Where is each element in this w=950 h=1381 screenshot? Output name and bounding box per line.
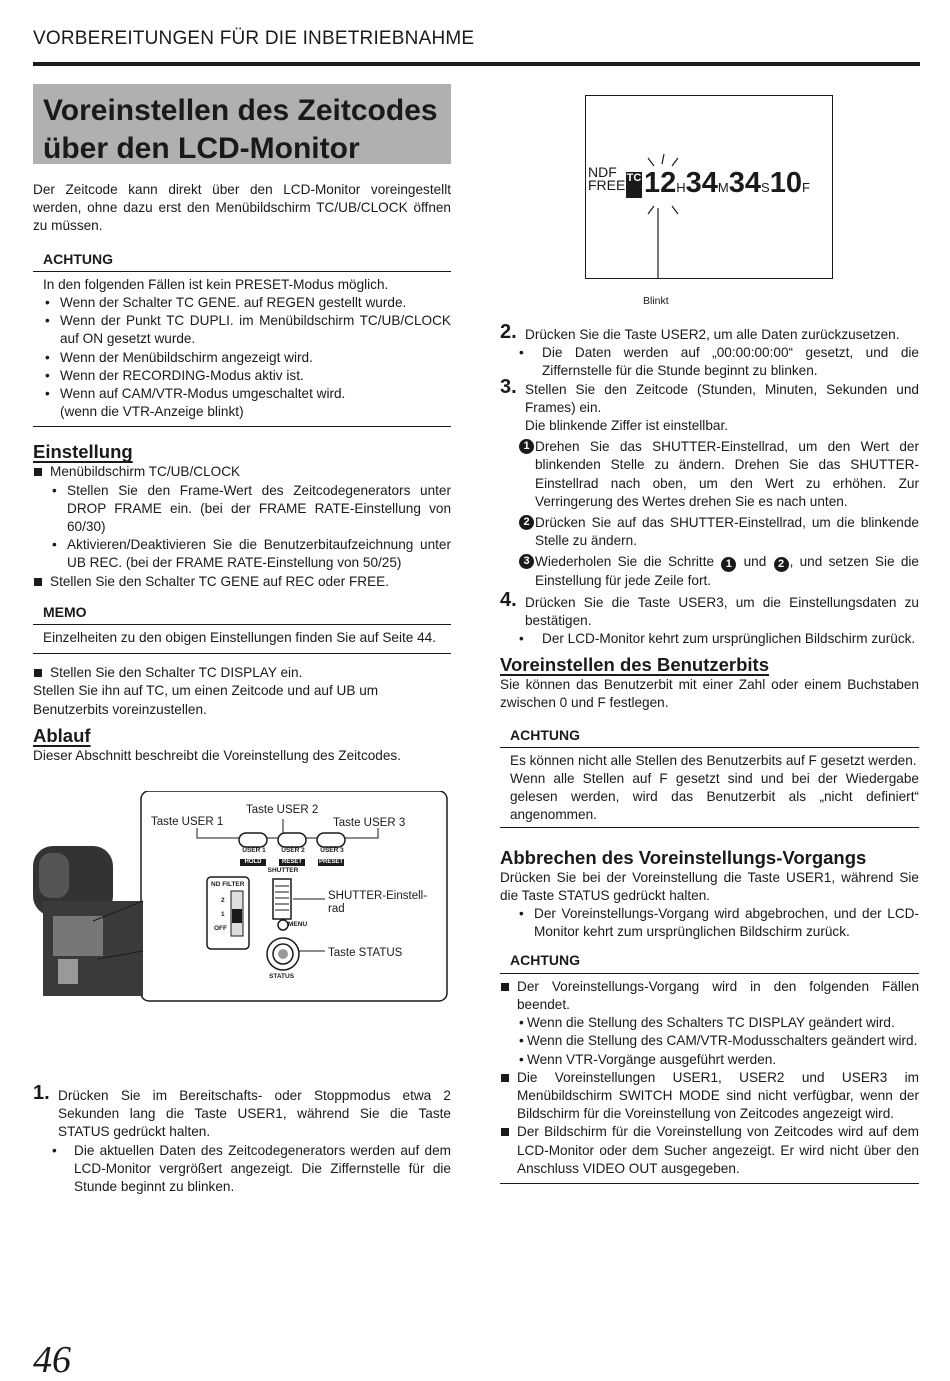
einstellung-item: Menübildschirm TC/UB/CLOCK xyxy=(33,463,451,481)
achtung-label: ACHTUNG xyxy=(510,952,580,969)
status-button-callout: Taste STATUS xyxy=(328,947,403,960)
achtung2-text1: Es können nicht alle Stellen des Benutzerbits auf F gesetzt werden. xyxy=(510,752,917,768)
label-user3: Taste USER 3 xyxy=(333,817,406,830)
section-title-box xyxy=(33,84,451,164)
abbrechen-bullet: • Der Voreinstellungs-Vorgang wird abgebrochen, und der LCD-Monitor kehrt zum ursprünglichen Bildschirm zurück. xyxy=(500,905,919,941)
intro-text: Der Zeitcode kann direkt über den LCD-Monitor voreingestellt werden, ohne dazu erst den Menübildschirm TC/UB/CLOCK öffnen zu müssen. xyxy=(33,182,451,234)
lcd-hours: 12 xyxy=(644,167,677,199)
achtung-note-1 xyxy=(33,250,451,428)
preset-label: PRESET xyxy=(318,859,343,866)
camera-controls-figure xyxy=(33,791,451,1003)
abbrechen-heading: Abbrechen des Voreinstellungs-Vorgangs xyxy=(500,846,867,868)
achtung-label: ACHTUNG xyxy=(510,726,580,743)
lcd-seconds: 34 xyxy=(728,167,762,199)
achtung-item: • Wenn der Punkt TC DUPLI. im Menübildschirm TC/UB/CLOCK auf ON gesetzt wurde. xyxy=(43,312,451,348)
nd-2-label: 2 xyxy=(221,897,225,905)
header-rule xyxy=(33,62,920,66)
step-3-item-2: 2 Drücken Sie auf das SHUTTER-Einstellrad, um die blinkende Stelle zu ändern. xyxy=(500,514,919,550)
circled-number: 1 xyxy=(519,439,534,454)
page-number: 46 xyxy=(33,1339,71,1381)
step-2-bullet: • Die Daten werden auf „00:00:00:00“ gesetzt, und die Ziffernstelle für die Stunde beginnt zu blinken. xyxy=(500,344,919,380)
ub-heading: Voreinstellen des Benutzerbits xyxy=(500,654,769,676)
achtung-item: • Wenn der RECORDING-Modus aktiv ist. xyxy=(43,367,451,385)
label-user2: Taste USER 2 xyxy=(246,804,319,817)
achtung3-item: Der Voreinstellungs-Vorgang wird in den folgenden Fällen beendet. xyxy=(500,978,919,1014)
lcd-frames: 10 xyxy=(769,167,802,199)
step-text: Stellen Sie den Zeitcode (Stunden, Minuten, Sekunden und Frames) ein. xyxy=(525,381,919,415)
section-title-line1: Voreinstellen des Zeitcodes xyxy=(43,94,438,127)
step-number: 2. xyxy=(500,321,517,343)
einstellung-subitem: • Stellen Sie den Frame-Wert des Zeitcodegenerators unter DROP FRAME ein. (bei der FRAME RATE-Einstellung von 60/30) xyxy=(33,482,451,537)
step-text: Drücken Sie die Taste USER3, um die Einstellungsdaten zu bestätigen. xyxy=(525,594,919,628)
lcd-ndf: NDF xyxy=(588,164,617,180)
lcd-timecode: 12H34M34S10F xyxy=(644,167,810,199)
step-3 xyxy=(500,375,919,417)
achtung-lead: In den folgenden Fällen ist kein PRESET-Modus möglich. xyxy=(43,276,389,292)
step-text: Drücken Sie im Bereitschafts- oder Stoppmodus etwa 2 Sekunden lang die Taste USER1, während Sie die Taste STATUS gedrückt halten. xyxy=(58,1088,451,1140)
nd-filter-label: ND FILTER xyxy=(211,881,245,889)
step-4 xyxy=(500,588,919,630)
memo-text: Einzelheiten zu den obigen Einstellungen finden Sie auf Seite 44. xyxy=(43,630,436,646)
section-title-line2: über den LCD-Monitor xyxy=(43,132,360,165)
einstellung-heading: Einstellung xyxy=(33,441,133,463)
achtung-label: ACHTUNG xyxy=(43,250,113,267)
step-2 xyxy=(500,321,919,344)
step-3-text2: Die blinkende Ziffer ist einstellbar. xyxy=(525,418,729,434)
user1-button-label: USER 1 xyxy=(242,847,266,855)
lcd-free: FREE xyxy=(588,177,626,193)
achtung-item: • Wenn auf CAM/VTR-Modus umgeschaltet wird. (wenn die VTR-Anzeige blinkt) xyxy=(43,385,451,421)
tc-display-item: Stellen Sie den Schalter TC DISPLAY ein. xyxy=(33,664,451,682)
user3-button-label: USER 3 xyxy=(320,847,344,855)
lcd-monitor-figure xyxy=(585,95,833,279)
shutter-label: SHUTTER xyxy=(267,867,299,875)
achtung3-item: Der Bildschirm für die Voreinstellung von Zeitcodes wird auf dem LCD-Monitor oder dem Sucher angezeigt. Er wird nicht über den Anschluss VIDEO OUT ausgegeben. xyxy=(500,1123,919,1178)
memo-note xyxy=(33,603,451,654)
step-3-item-3: 3 Wiederholen Sie die Schritte 1 und 2 , und setzen Sie die Einstellung für jede Zeile fort. xyxy=(500,553,919,590)
left-column xyxy=(33,84,451,1196)
achtung2-text2: Wenn alle Stellen auf F gesetzt sind und bei der Wiedergabe gelesen werden, wird das Benutzerbit als „nicht definiert“ angenommen. xyxy=(510,771,919,823)
step-number: 3. xyxy=(500,375,517,398)
nd-off-label: OFF xyxy=(214,925,227,933)
step-1-bullet: • Die aktuellen Daten des Zeitcodegenerators werden auf dem LCD-Monitor vergrößert angezeigt. Die Ziffernstelle für die Stunde beginnt zu blinken. xyxy=(33,1142,451,1197)
achtung3-subitem: • Wenn die Stellung des Schalters TC DISPLAY geändert wird. xyxy=(500,1014,919,1032)
hold-label: HOLD xyxy=(244,859,262,866)
einstellung-item: Stellen Sie den Schalter TC GENE auf REC oder FREE. xyxy=(33,573,451,591)
ablauf-text: Dieser Abschnitt beschreibt die Voreinstellung des Zeitcodes. xyxy=(33,747,401,763)
ub-text: Sie können das Benutzerbit mit einer Zahl oder einem Buchstaben zwischen 0 und F festlegen. xyxy=(500,677,919,711)
lcd-tc-badge: TC xyxy=(626,172,642,198)
lcd-minutes: 34 xyxy=(685,167,718,199)
achtung-item: • Wenn der Schalter TC GENE. auf REGEN gestellt wurde. xyxy=(43,294,451,312)
step-number: 1. xyxy=(33,1082,50,1105)
ablauf-heading: Ablauf xyxy=(33,724,91,746)
achtung3-subitem: • Wenn die Stellung des CAM/VTR-Modusschalters geändert wird. xyxy=(500,1032,919,1050)
circled-number: 3 xyxy=(519,554,534,569)
step-text: Drücken Sie die Taste USER2, um alle Daten zurückzusetzen. xyxy=(525,327,900,342)
circled-number: 2 xyxy=(519,515,534,530)
status-label: STATUS xyxy=(269,973,295,981)
menu-label: MENU xyxy=(288,921,308,929)
blinkt-label: Blinkt xyxy=(643,295,669,307)
shutter-dial-callout: SHUTTER-Einstell- rad xyxy=(328,890,428,916)
abbrechen-text: Drücken Sie bei der Voreinstellung die Taste USER1, während Sie die Taste STATUS gedrückt halten. xyxy=(500,869,919,903)
nd-1-label: 1 xyxy=(221,911,225,919)
step-1 xyxy=(33,1082,451,1142)
achtung-note-2 xyxy=(500,726,919,828)
step-number: 4. xyxy=(500,588,517,611)
achtung-item: • Wenn der Menübildschirm angezeigt wird. xyxy=(43,349,451,367)
achtung3-item: Die Voreinstellungen USER1, USER2 und USER3 im Menübildschirm SWITCH MODE sind nicht verfügbar, wenn der Bildschirm für die Voreinstellung von Zeitcodes angezeigt wird. xyxy=(500,1069,919,1124)
right-column xyxy=(500,321,919,1184)
achtung-note-3 xyxy=(500,951,919,1183)
lcd-ndf-free xyxy=(588,166,625,192)
page-header: VORBEREITUNGEN FÜR DIE INBETRIEBNAHME xyxy=(33,28,475,49)
user2-button-label: USER 2 xyxy=(281,847,305,855)
label-user1: Taste USER 1 xyxy=(151,816,224,829)
einstellung-subitem: • Aktivieren/Deaktivieren Sie die Benutzerbitaufzeichnung unter UB REC. (bei der FRAME RATE-Einstellung von 50/25) xyxy=(33,536,451,572)
step-3-item-1: 1 Drehen Sie das SHUTTER-Einstellrad, um den Wert der blinkenden Stelle zu ändern. Drehen Sie das SHUTTER-Einstellrad nach oben, um den Wert zu erhöhen. Zur Verringerung des Wertes drehen Sie es nach unten. xyxy=(500,438,919,511)
reset-label: RESET xyxy=(281,859,302,866)
step-4-bullet: • Der LCD-Monitor kehrt zum ursprünglichen Bildschirm zurück. xyxy=(500,630,919,648)
memo-label: MEMO xyxy=(43,603,87,620)
tc-display-text: Stellen Sie ihn auf TC, um einen Zeitcode und auf UB um Benutzerbits voreinzustellen. xyxy=(33,683,379,717)
achtung3-subitem: • Wenn VTR-Vorgänge ausgeführt werden. xyxy=(500,1051,919,1069)
